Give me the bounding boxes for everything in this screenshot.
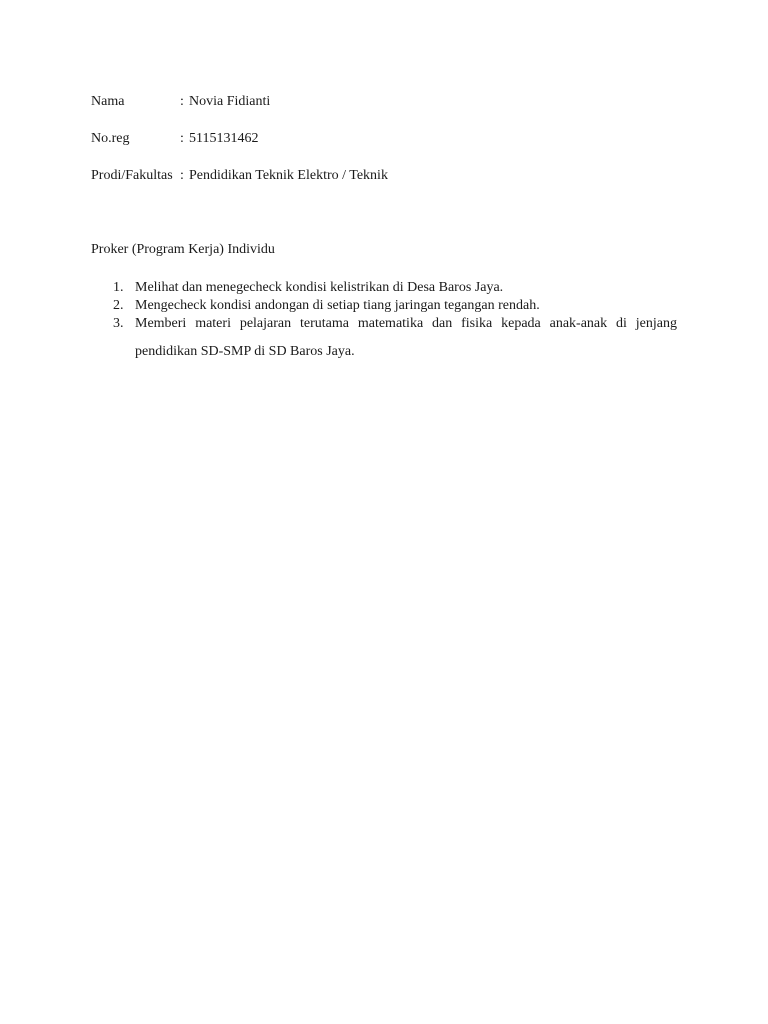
proker-list [91,279,691,361]
field-value-noreg: 5115131462 [189,131,259,146]
field-separator: : [180,168,184,183]
field-value-prodi: Pendidikan Teknik Elektro / Teknik [189,168,388,183]
list-item-text: Mengecheck kondisi andongan di setiap tiang jaringan tegangan rendah. [135,298,540,313]
field-label-prodi: Prodi/Fakultas [91,168,173,183]
field-separator: : [180,94,184,109]
list-item-text: Melihat dan menegecheck kondisi kelistrikan di Desa Baros Jaya. [135,280,504,295]
list-item-number: 3. [113,316,124,331]
field-label-noreg: No.reg [91,131,130,146]
list-item-number: 1. [113,280,124,295]
list-item-text-line1: Memberi materi pelajaran terutama matematika dan fisika kepada anak-anak di jenjang [135,316,677,331]
list-item [91,315,691,361]
field-label-nama: Nama [91,94,125,109]
list-item-number: 2. [113,298,124,313]
list-item [91,279,691,297]
list-item-text-line2: pendidikan SD-SMP di SD Baros Jaya. [135,344,355,359]
field-value-nama: Novia Fidianti [189,94,271,109]
field-separator: : [180,131,184,146]
list-item [91,297,691,315]
section-heading-proker: Proker (Program Kerja) Individu [91,242,275,257]
